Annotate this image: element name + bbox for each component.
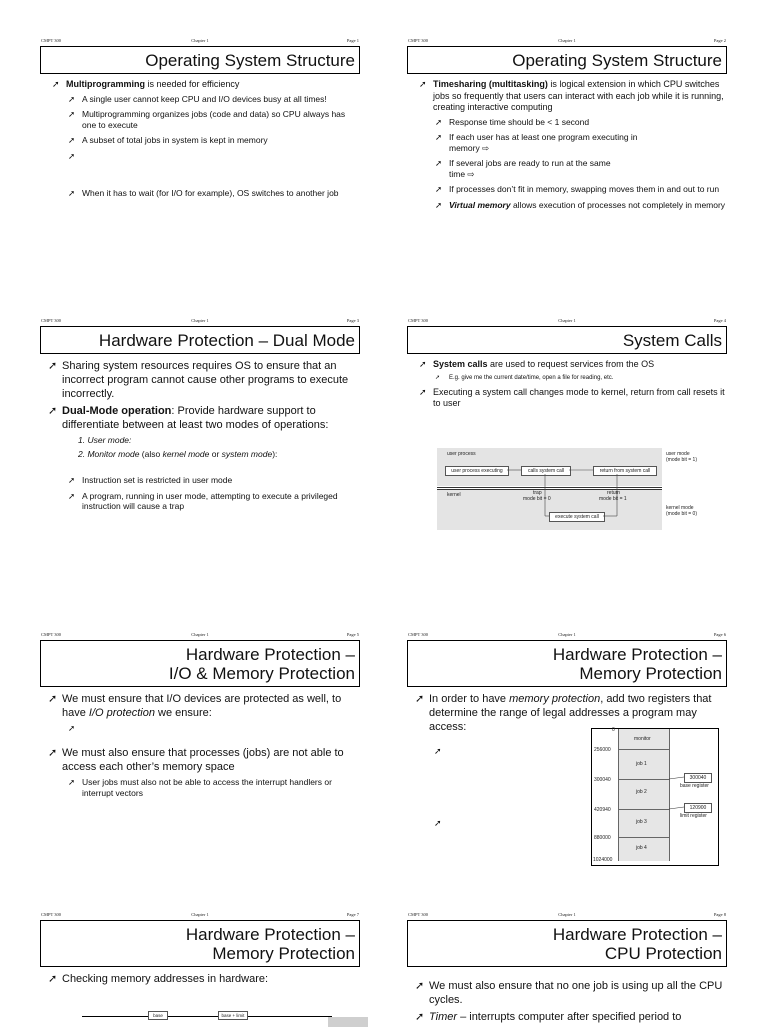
slide-title: Operating System Structure xyxy=(407,47,727,74)
sub-bullet: ➚ Instruction set is restricted in user mode xyxy=(68,475,233,485)
bullet: ➚ Executing a system call changes mode to kernel, return from call resets it to user xyxy=(419,386,725,408)
trap-mode-bit: mode bit = 0 xyxy=(523,496,551,502)
bullet: ➚ We must also ensure that no one job is using up all the CPU cycles. xyxy=(415,980,723,1006)
slide-1 xyxy=(40,38,360,203)
bullet: ➚ Multiprogramming is needed for efficiency xyxy=(52,79,240,89)
address-label: 1024000 xyxy=(593,857,613,863)
arrow-icon: ➚ xyxy=(419,386,427,397)
job3-label: job 3 xyxy=(636,819,647,825)
sub-bullet: ➚ E.g. give me the current date/time, open a file for reading, etc. xyxy=(435,374,614,381)
chapter-label: Chapter 1 xyxy=(191,632,209,637)
chapter-label: Chapter 1 xyxy=(191,38,209,43)
bullet: ➚ Sharing system resources requires OS to ensure that an incorrect program cannot cause other programs to execute incorrectly. xyxy=(48,360,349,400)
course-label: CMPT 300 xyxy=(408,318,429,323)
slide-5 xyxy=(40,632,360,803)
chapter-label: Chapter 1 xyxy=(558,38,576,43)
monitor-label: monitor xyxy=(634,736,651,742)
slide-header xyxy=(407,632,727,641)
system-call-diagram xyxy=(437,444,727,532)
page-label: Page 5 xyxy=(346,632,359,637)
slide-title: Hardware Protection – CPU Protection xyxy=(407,921,727,967)
arrow-icon: ➚ xyxy=(434,818,442,828)
calls-system-call-box: calls system call xyxy=(521,466,571,476)
arrow-icon: ➚ xyxy=(48,693,58,705)
arrow-icon: ➚ xyxy=(48,973,58,985)
return-from-system-call-box: return from system call xyxy=(593,466,657,476)
sub-bullet: ➚ Multiprogramming organizes jobs (code and data) so CPU always has one to execute xyxy=(68,109,346,130)
page-label: Page 2 xyxy=(713,38,726,43)
return-mode-bit: mode bit = 1 xyxy=(599,496,627,502)
base-plus-limit-box: base + limit xyxy=(218,1011,248,1020)
course-label: CMPT 300 xyxy=(41,38,62,43)
slide-title: Hardware Protection – I/O & Memory Protection xyxy=(40,641,360,687)
arrow-icon: ➚ xyxy=(415,1011,425,1023)
kernel-mode-bit: (mode bit = 0) xyxy=(666,511,697,517)
arrow-icon: ➚ xyxy=(435,199,443,210)
slide-title: Hardware Protection – Memory Protection xyxy=(40,921,360,967)
sub-bullet: ➚ Response time should be < 1 second xyxy=(435,116,590,127)
page-label: Page 8 xyxy=(713,912,726,917)
course-label: CMPT 300 xyxy=(408,38,429,43)
sub-bullet: ➚ When it has to wait (for I/O for example), OS switches to another job xyxy=(68,187,339,198)
arrow-icon: ➚ xyxy=(68,490,76,501)
user-process-executing-box: user process executing xyxy=(445,466,509,476)
base-box: base xyxy=(148,1011,168,1020)
address-label: 256000 xyxy=(594,747,611,753)
limit-register-label: limit register xyxy=(680,813,707,819)
arrow-icon: ➚ xyxy=(435,184,443,194)
slide-3 xyxy=(40,318,360,517)
slide-header xyxy=(40,38,360,47)
arrow-icon: ➚ xyxy=(48,360,58,372)
execute-system-call-box: execute system call xyxy=(549,512,605,522)
arrow-icon: ➚ xyxy=(68,187,76,198)
slide-header xyxy=(40,318,360,327)
slide-6 xyxy=(407,632,727,863)
arrow-icon: ➚ xyxy=(48,747,58,759)
slide-title: Hardware Protection – Memory Protection xyxy=(407,641,727,687)
slide-title: System Calls xyxy=(407,327,727,354)
address-check-diagram xyxy=(82,1013,332,1027)
kernel-label: kernel xyxy=(447,492,461,498)
base-register-label: base register xyxy=(680,783,709,789)
register-arrows xyxy=(592,729,718,865)
arrow-icon: ➚ xyxy=(68,135,76,145)
arrow-icon: ➚ xyxy=(68,109,76,119)
page-label: Page 6 xyxy=(713,632,726,637)
course-label: CMPT 300 xyxy=(408,632,429,637)
bullet: ➚ Dual-Mode operation: Provide hardware support to differentiate between at least two modes of operations: xyxy=(48,405,329,431)
address-label: 880000 xyxy=(594,835,611,841)
slide-header xyxy=(40,632,360,641)
bullet: ➚ System calls are used to request services from the OS xyxy=(419,359,655,369)
base-register-value: 300040 xyxy=(684,773,712,783)
trap-label: trap xyxy=(533,490,542,496)
bullet: ➚ Checking memory addresses in hardware: xyxy=(48,973,269,985)
sub-bullet: ➚ User jobs must also not be able to access the interrupt handlers or interrupt vectors xyxy=(68,777,332,798)
sub-bullet: ➚ A program, running in user mode, attempting to execute a privileged instruction will cause a trap xyxy=(68,490,338,511)
arrow-icon: ➚ xyxy=(415,693,425,705)
slide-header xyxy=(407,38,727,47)
chapter-label: Chapter 1 xyxy=(558,318,576,323)
slide-title: Operating System Structure xyxy=(40,47,360,74)
bullet: ➚ We must ensure that I/O devices are protected as well, to have I/O protection we ensure: xyxy=(48,693,342,719)
return-label: return xyxy=(607,490,621,496)
chapter-label: Chapter 1 xyxy=(558,632,576,637)
job1-label: job 1 xyxy=(636,761,647,767)
numbered-item: 1. User mode: xyxy=(78,435,132,445)
address-label: 0 xyxy=(612,727,615,733)
bullet: ➚ We must also ensure that processes (jobs) are not able to access each other’s memory space xyxy=(48,747,344,773)
chapter-label: Chapter 1 xyxy=(191,912,209,917)
arrow-icon: ➚ xyxy=(419,359,427,369)
arrow-icon: ➚ xyxy=(52,79,60,89)
arrow-icon: ➚ xyxy=(68,150,76,161)
user-mode-bit: (mode bit = 1) xyxy=(666,457,697,463)
numbered-item: 2. Monitor mode (also kernel mode or system mode): xyxy=(78,449,278,459)
sub-bullet xyxy=(40,723,360,733)
page-label: Page 3 xyxy=(346,318,359,323)
address-label: 300040 xyxy=(594,777,611,783)
chapter-label: Chapter 1 xyxy=(191,318,209,323)
sub-bullet: ➚ If processes don’t fit in memory, swapping moves them in and out to run xyxy=(435,184,720,194)
page-label: Page 1 xyxy=(346,38,359,43)
slide-header xyxy=(407,318,727,327)
arrow-icon: ➚ xyxy=(48,405,58,417)
arrow-icon: ➚ xyxy=(68,777,76,787)
chapter-label: Chapter 1 xyxy=(558,912,576,917)
slide-header xyxy=(40,912,360,921)
sub-bullet: ➚ If several jobs are ready to run at the same time ⇨ xyxy=(435,158,611,179)
slide-2 xyxy=(407,38,727,215)
memory-layout-diagram xyxy=(591,728,719,866)
limit-register-value: 120900 xyxy=(684,803,712,813)
arrow-icon: ➚ xyxy=(435,132,443,142)
course-label: CMPT 300 xyxy=(41,632,62,637)
page-label: Page 7 xyxy=(346,912,359,917)
user-mode-label: user mode xyxy=(666,451,690,457)
course-label: CMPT 300 xyxy=(41,912,62,917)
bullet: ➚ Timesharing (multitasking) is logical extension in which CPU switches jobs so frequently that users can interact with each job while it is running, creating interactive computing xyxy=(419,79,724,112)
bullet: ➚ In order to have memory protection, add two registers that determine the range of legal addresses a program may access: xyxy=(415,693,712,733)
course-label: CMPT 300 xyxy=(41,318,62,323)
address-label: 420940 xyxy=(594,807,611,813)
slide-header xyxy=(407,912,727,921)
diagram-arrows xyxy=(437,444,662,532)
sub-bullet: ➚ A subset of total jobs in system is kept in memory xyxy=(68,135,268,145)
slide-8 xyxy=(407,912,727,1027)
arrow-icon: ➚ xyxy=(68,475,76,485)
sub-bullet xyxy=(40,151,360,161)
bullet: ➚ Timer – interrupts computer after specified period to xyxy=(415,1011,682,1023)
arrow-icon: ➚ xyxy=(419,79,427,89)
sub-bullet: ➚ Virtual memory allows execution of processes not completely in memory xyxy=(435,199,726,210)
arrow-icon: ➚ xyxy=(434,746,442,756)
slide-title: Hardware Protection – Dual Mode xyxy=(40,327,360,354)
course-label: CMPT 300 xyxy=(408,912,429,917)
job4-label: job 4 xyxy=(636,845,647,851)
job2-label: job 2 xyxy=(636,789,647,795)
arrow-icon: ➚ xyxy=(435,374,441,381)
arrow-icon: ➚ xyxy=(68,93,76,104)
arrow-icon: ➚ xyxy=(435,158,443,168)
user-process-label: user process xyxy=(447,451,476,457)
arrow-icon: ➚ xyxy=(68,723,76,733)
arrow-icon: ➚ xyxy=(435,116,443,127)
page-label: Page 4 xyxy=(713,318,726,323)
sub-bullet: ➚ If each user has at least one program executing in memory ⇨ xyxy=(435,132,638,153)
kernel-mode-label: kernel mode xyxy=(666,505,694,511)
sub-bullet: ➚ A single user cannot keep CPU and I/O devices busy at all times! xyxy=(68,93,327,104)
slide-4 xyxy=(407,318,727,520)
slide-7 xyxy=(40,912,360,1018)
arrow-icon: ➚ xyxy=(415,980,425,992)
